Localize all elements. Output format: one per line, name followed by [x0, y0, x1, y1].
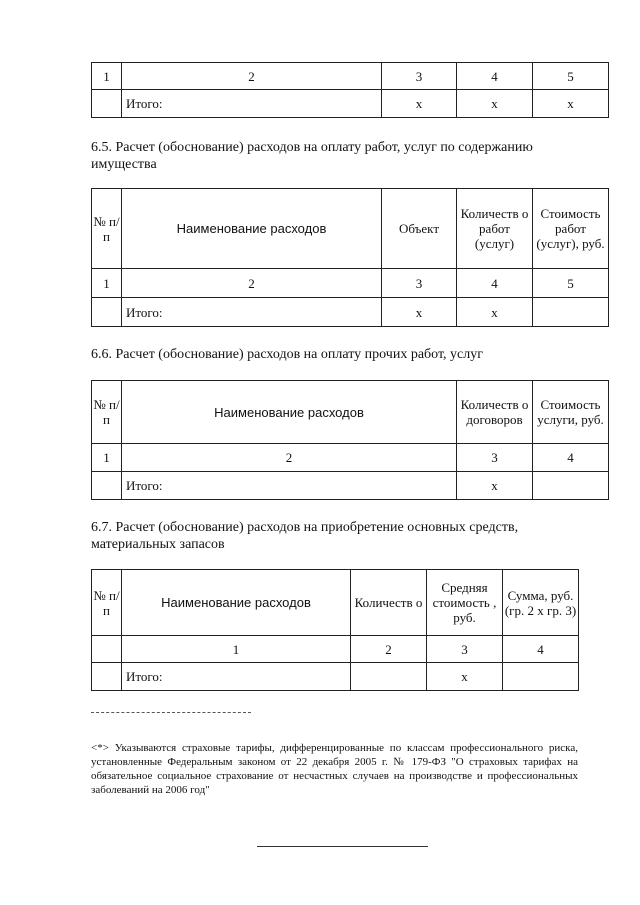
table-6-6	[91, 380, 609, 500]
col-num-3: 3	[382, 63, 457, 90]
num-cell: 2	[351, 636, 427, 663]
col-num-1: 1	[92, 63, 122, 90]
col-num-4: 4	[457, 63, 533, 90]
header-num: № п/п	[92, 381, 122, 444]
table-6-5	[91, 188, 609, 327]
total-c4: x	[427, 663, 503, 691]
footnote-text: <*> Указываются страховые тарифы, дифференцированные по классам профессионального риска, установленные Федеральным законом от 22 декабря 2005 г. № 179-ФЗ "О страховых тарифах на обязательное социальное страхование от несчастных случаев на производстве и профессиональных заболеваний на 2006 год"	[91, 742, 578, 796]
num-cell: 2	[122, 444, 457, 472]
num-cell: 1	[92, 444, 122, 472]
col-num-5: 5	[533, 63, 609, 90]
table-top	[91, 62, 609, 118]
col-num-2: 2	[122, 63, 382, 90]
num-cell: 5	[533, 269, 609, 298]
header-row	[92, 381, 609, 444]
table-6-7	[91, 569, 579, 691]
empty-cell	[92, 472, 122, 500]
header-object: Объект	[382, 189, 457, 269]
footnote-separator	[91, 712, 251, 713]
empty-cell	[92, 90, 122, 118]
total-c5	[533, 298, 609, 327]
table-row	[92, 636, 579, 663]
num-cell: 3	[382, 269, 457, 298]
header-num: № п/п	[92, 189, 122, 269]
header-cost: Стоимость работ (услуг), руб.	[533, 189, 609, 269]
header-avg-cost: Средняя стоимость , руб.	[427, 570, 503, 636]
total-c5	[503, 663, 579, 691]
num-cell: 4	[457, 269, 533, 298]
total-c3: x	[382, 298, 457, 327]
header-name: Наименование расходов	[122, 381, 457, 444]
section-6-6-title: 6.6. Расчет (обоснование) расходов на оплату прочих работ, услуг	[91, 347, 483, 362]
total-label: Итого:	[122, 90, 382, 118]
num-cell: 4	[533, 444, 609, 472]
section-6-5-title: 6.5. Расчет (обоснование) расходов на оплату работ, услуг по содержанию имущества	[91, 140, 533, 172]
empty-cell	[92, 663, 122, 691]
num-cell: 1	[92, 269, 122, 298]
total-c5: x	[533, 90, 609, 118]
total-c3: x	[382, 90, 457, 118]
header-quantity: Количеств о работ (услуг)	[457, 189, 533, 269]
header-cost: Стоимость услуги, руб.	[533, 381, 609, 444]
bottom-divider	[257, 846, 428, 847]
total-c3: x	[457, 472, 533, 500]
header-name: Наименование расходов	[122, 189, 382, 269]
num-cell: 3	[427, 636, 503, 663]
num-cell: 2	[122, 269, 382, 298]
num-cell: 1	[122, 636, 351, 663]
total-row	[92, 298, 609, 327]
total-row	[92, 663, 579, 691]
header-quantity: Количеств о	[351, 570, 427, 636]
total-label: Итого:	[122, 663, 351, 691]
total-c4: x	[457, 90, 533, 118]
header-quantity: Количеств о договоров	[457, 381, 533, 444]
total-row	[92, 90, 609, 118]
total-row	[92, 472, 609, 500]
header-row	[92, 189, 609, 269]
table-row	[92, 63, 609, 90]
total-c3	[351, 663, 427, 691]
num-cell: 3	[457, 444, 533, 472]
empty-cell	[92, 298, 122, 327]
header-num: № п/п	[92, 570, 122, 636]
table-row	[92, 444, 609, 472]
header-sum: Сумма, руб. (гр. 2 х гр. 3)	[503, 570, 579, 636]
section-6-7-title: 6.7. Расчет (обоснование) расходов на приобретение основных средств, материальных запасов	[91, 520, 519, 552]
num-cell: 4	[503, 636, 579, 663]
header-row	[92, 570, 579, 636]
total-label: Итого:	[122, 298, 382, 327]
header-name: Наименование расходов	[122, 570, 351, 636]
total-label: Итого:	[122, 472, 457, 500]
total-c4	[533, 472, 609, 500]
table-row	[92, 269, 609, 298]
num-cell	[92, 636, 122, 663]
total-c4: x	[457, 298, 533, 327]
